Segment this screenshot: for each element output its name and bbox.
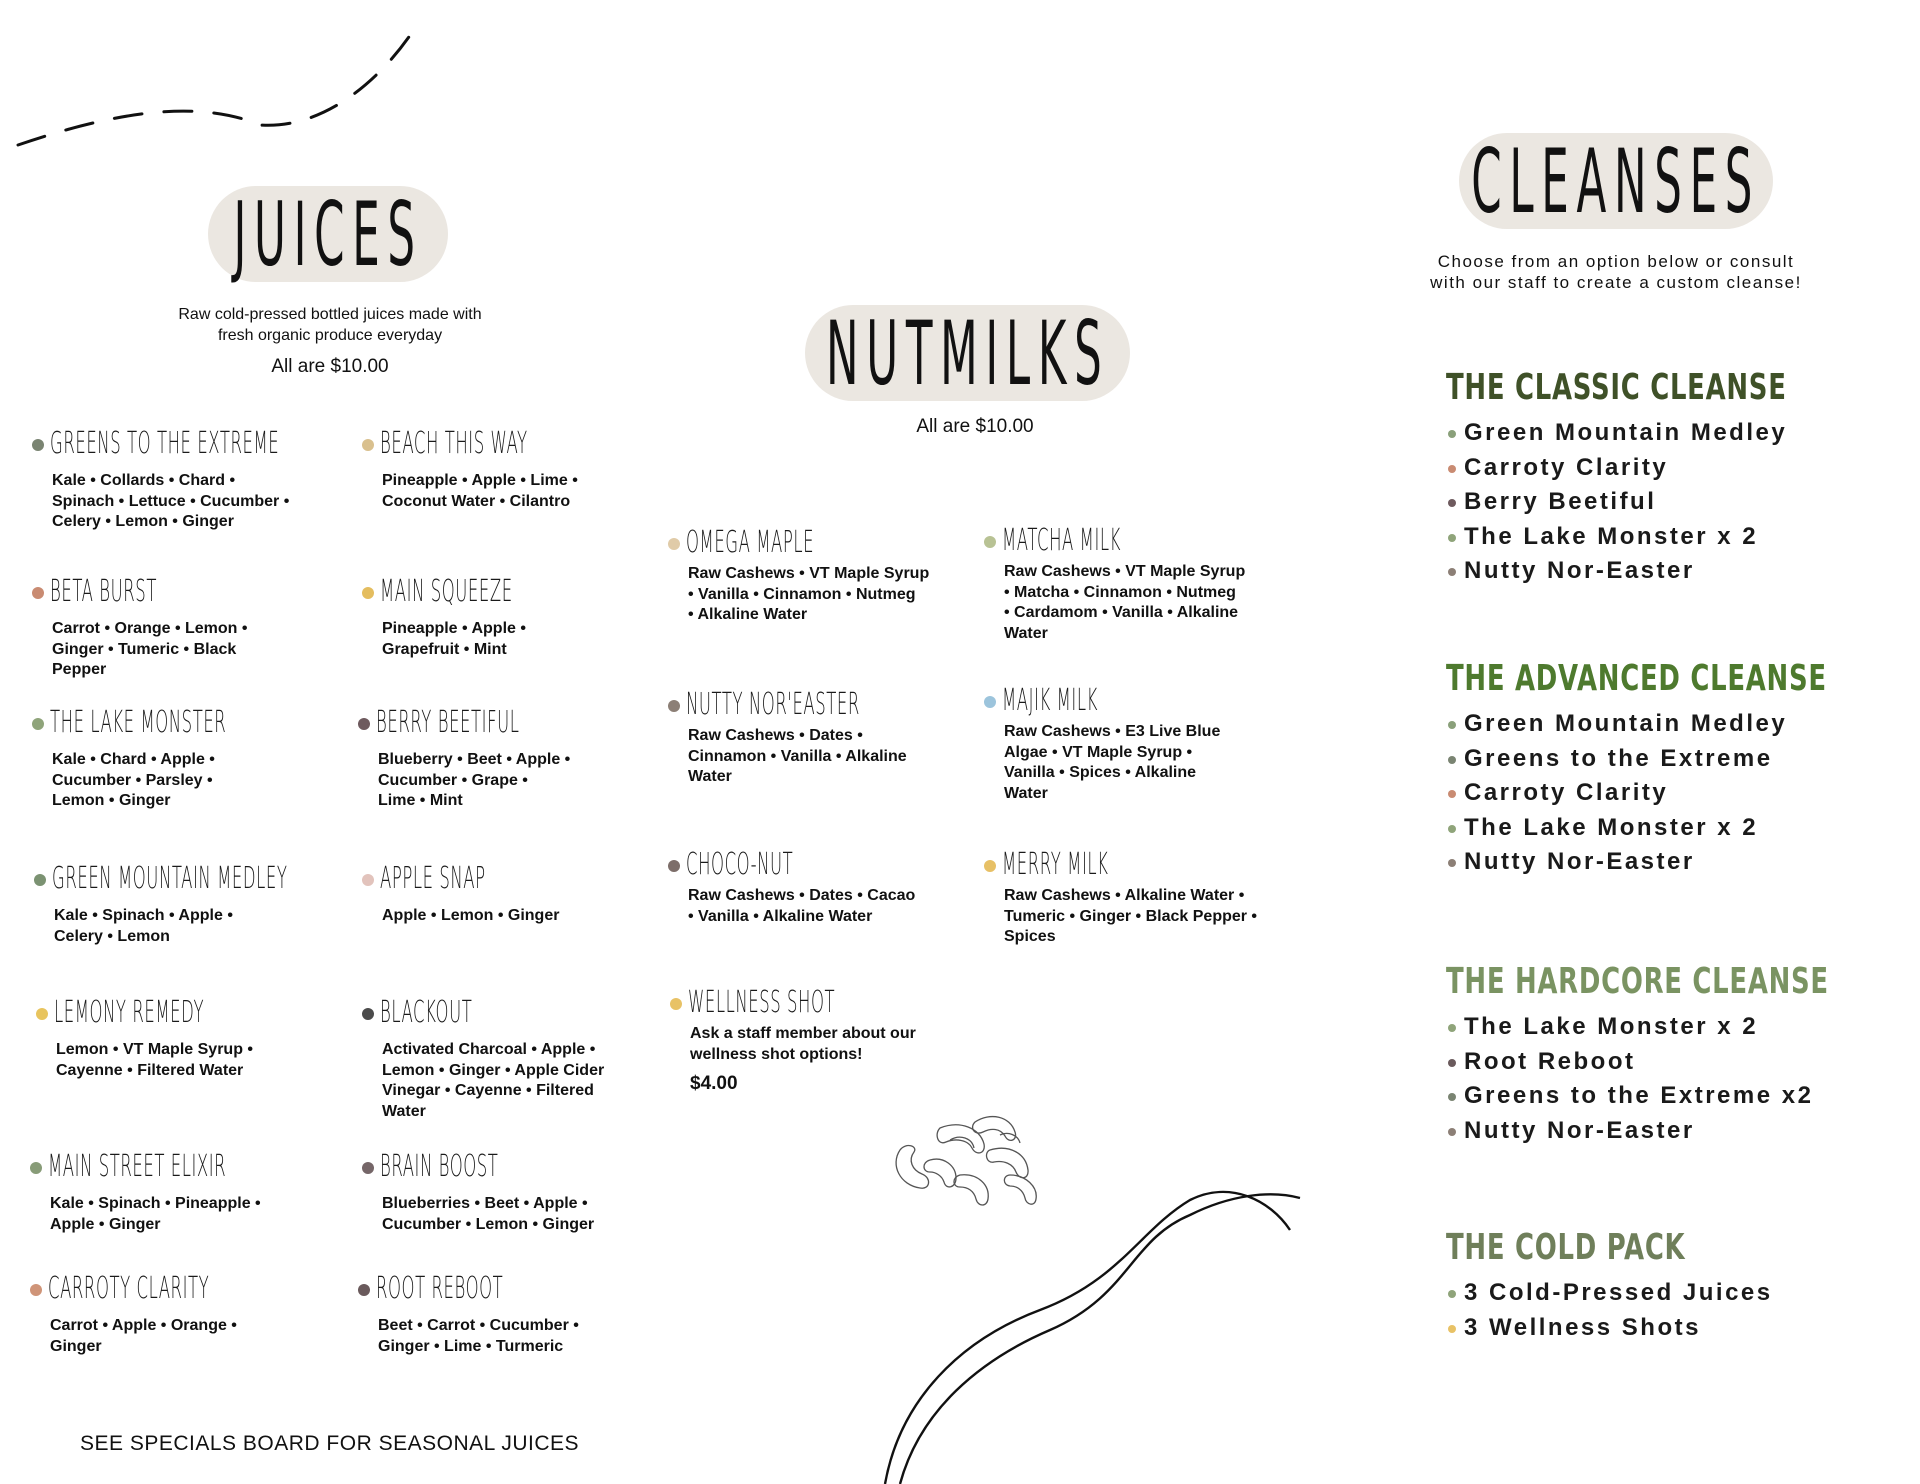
cleanse-group-cold-pack [1446, 1226, 1778, 1345]
cleanse-group-hardcore [1446, 960, 1920, 1148]
color-dot [36, 1008, 48, 1020]
color-dot [670, 998, 682, 1010]
bullet-dot [1448, 756, 1456, 764]
nutmilk-item-wellness-shot: WELLNESS SHOT Ask a staff member about our wellness shot options! $4.00 [670, 984, 956, 1095]
color-dot [32, 587, 44, 599]
cleanse-list-item: Green Mountain Medley [1446, 707, 1920, 742]
color-dot [984, 536, 996, 548]
cleanse-title: THE HARDCORE CLEANSE [1446, 961, 1829, 1002]
seasonal-juices-note: SEE SPECIALS BOARD FOR SEASONAL JUICES [80, 1432, 580, 1455]
juice-item-main-squeeze: MAIN SQUEEZE Pineapple • Apple • Grapefruit • Mint [362, 573, 621, 660]
juice-item-root-reboot: ROOT REBOOT Beet • Carrot • Cucumber • Ginger • Lime • Turmeric [358, 1270, 607, 1357]
nutmilk-item-majik-milk: MAJIK MILK Raw Cashews • E3 Live Blue Algae • VT Maple Syrup • Vanilla • Spices • Alkaline Water [984, 682, 1220, 804]
juice-item-beta-burst: BETA BURST Carrot • Orange • Lemon • Ginger • Tumeric • Black Pepper [32, 573, 248, 681]
juices-title-pill [208, 182, 448, 286]
color-dot [30, 1162, 42, 1174]
nutmilk-item-nutty-noreaster: NUTTY NOR'EASTER Raw Cashews • Dates • Cinnamon • Vanilla • Alkaline Water [668, 686, 1002, 788]
cleanse-title: THE ADVANCED CLEANSE [1446, 658, 1827, 699]
juice-item-main-street-elixir: MAIN STREET ELIXIR Kale • Spinach • Pineapple • Apple • Ginger [30, 1148, 372, 1235]
color-dot [34, 874, 46, 886]
color-dot [362, 874, 374, 886]
cleanse-list-item: Root Reboot [1446, 1045, 1920, 1080]
bullet-dot [1448, 499, 1456, 507]
cleanse-group-classic [1446, 366, 1919, 589]
cleanse-group-advanced [1446, 657, 1920, 880]
color-dot [362, 1008, 374, 1020]
color-dot [358, 718, 370, 730]
bullet-dot [1448, 1059, 1456, 1067]
cleanses-subtitle: Choose from an option below or consult with our staff to create a custom cleanse! [1430, 252, 1802, 292]
cleanse-list-item: Greens to the Extreme x2 [1446, 1079, 1920, 1114]
bullet-dot [1448, 1128, 1456, 1136]
cleanse-list-item: 3 Wellness Shots [1446, 1311, 1778, 1346]
nutmilks-title: NUTMILKS [825, 301, 1110, 405]
juice-item-carroty-clarity: CARROTY CLARITY Carrot • Apple • Orange • Ginger [30, 1270, 341, 1357]
bullet-dot [1448, 859, 1456, 867]
juice-item-berry-beetiful: BERRY BEETIFUL Blueberry • Beet • Apple • Cucumber • Grape • Lime • Mint [358, 704, 637, 812]
nutmilk-item-choco-nut: CHOCO-NUT Raw Cashews • Dates • Cacao • Vanilla • Alkaline Water [668, 846, 915, 927]
color-dot [30, 1284, 42, 1296]
color-dot [32, 718, 44, 730]
cleanses-title-pill [1459, 129, 1773, 233]
cleanse-title: THE CLASSIC CLEANSE [1446, 367, 1787, 408]
bullet-dot [1448, 790, 1456, 798]
bullet-dot [1448, 1093, 1456, 1101]
color-dot [362, 1162, 374, 1174]
bullet-dot [1448, 430, 1456, 438]
cleanse-title: THE COLD PACK [1446, 1227, 1686, 1268]
juice-item-blackout: BLACKOUT Activated Charcoal • Apple • Lemon • Ginger • Apple Cider Vinegar • Cayenne • Filtered Water [362, 994, 604, 1122]
cleanse-list-item: Nutty Nor-Easter [1446, 845, 1920, 880]
bullet-dot [1448, 1325, 1456, 1333]
cleanse-list-item: Carroty Clarity [1446, 451, 1919, 486]
cleanse-list-item: Carroty Clarity [1446, 776, 1920, 811]
bullet-dot [1448, 568, 1456, 576]
juice-item-beach-this-way: BEACH THIS WAY Pineapple • Apple • Lime • Coconut Water • Cilantro [362, 425, 649, 512]
color-dot [32, 439, 44, 451]
bullet-dot [1448, 1290, 1456, 1298]
juice-item-brain-boost: BRAIN BOOST Blueberries • Beet • Apple • Cucumber • Lemon • Ginger [362, 1148, 595, 1235]
color-dot [362, 587, 374, 599]
juice-item-green-mountain-medley: GREEN MOUNTAIN MEDLEY Kale • Spinach • Apple • Celery • Lemon [34, 860, 480, 947]
color-dot [668, 538, 680, 550]
wellness-shot-price: $4.00 [690, 1073, 738, 1094]
bullet-dot [1448, 721, 1456, 729]
cleanse-list-item: Greens to the Extreme [1446, 742, 1920, 777]
cleanse-list-item: Green Mountain Medley [1446, 416, 1919, 451]
color-dot [984, 860, 996, 872]
color-dot [668, 700, 680, 712]
bullet-dot [1448, 534, 1456, 542]
juice-item-lemony-remedy: LEMONY REMEDY Lemon • VT Maple Syrup • Cayenne • Filtered Water [36, 994, 327, 1081]
color-dot [362, 439, 374, 451]
juices-price: All are $10.00 [271, 356, 389, 377]
nutmilks-price: All are $10.00 [916, 416, 1034, 437]
cleanse-list-item: The Lake Monster x 2 [1446, 1010, 1920, 1045]
bullet-dot [1448, 1024, 1456, 1032]
cleanses-title: CLEANSES [1471, 129, 1761, 233]
color-dot [668, 860, 680, 872]
nutmilks-title-pill [805, 301, 1130, 405]
nutmilk-item-matcha-milk: MATCHA MILK Raw Cashews • VT Maple Syrup • Matcha • Cinnamon • Nutmeg • Cardamom • Vanilla • Alkaline Water [984, 522, 1245, 644]
color-dot [358, 1284, 370, 1296]
cleanse-list-item: Nutty Nor-Easter [1446, 554, 1919, 589]
dashed-curve-decoration [0, 0, 440, 170]
cleanse-list-item: 3 Cold-Pressed Juices [1446, 1276, 1778, 1311]
juice-item-the-lake-monster: THE LAKE MONSTER Kale • Chard • Apple • Cucumber • Parsley • Lemon • Ginger [32, 704, 371, 812]
juices-subtitle: Raw cold-pressed bottled juices made with fresh organic produce everyday [178, 306, 482, 344]
cleanse-list-item: Nutty Nor-Easter [1446, 1114, 1920, 1149]
cleanse-list-item: Berry Beetiful [1446, 485, 1919, 520]
bullet-dot [1448, 825, 1456, 833]
cleanse-list-item: The Lake Monster x 2 [1446, 520, 1919, 555]
juices-title: JUICES [233, 182, 423, 286]
nutmilk-item-merry-milk: MERRY MILK Raw Cashews • Alkaline Water • Tumeric • Ginger • Black Pepper • Spices [984, 846, 1257, 948]
color-dot [984, 696, 996, 708]
nutmilk-item-omega-maple: OMEGA MAPLE Raw Cashews • VT Maple Syrup • Vanilla • Cinnamon • Nutmeg • Alkaline Water [668, 524, 929, 626]
cleanse-list-item: The Lake Monster x 2 [1446, 811, 1920, 846]
juice-item-apple-snap: APPLE SNAP Apple • Lemon • Ginger [362, 860, 572, 927]
bullet-dot [1448, 465, 1456, 473]
juice-item-greens-to-the-extreme: GREENS TO THE EXTREME Kale • Collards • Chard • Spinach • Lettuce • Cucumber • Celery • Lemon • Ginger [32, 425, 467, 533]
